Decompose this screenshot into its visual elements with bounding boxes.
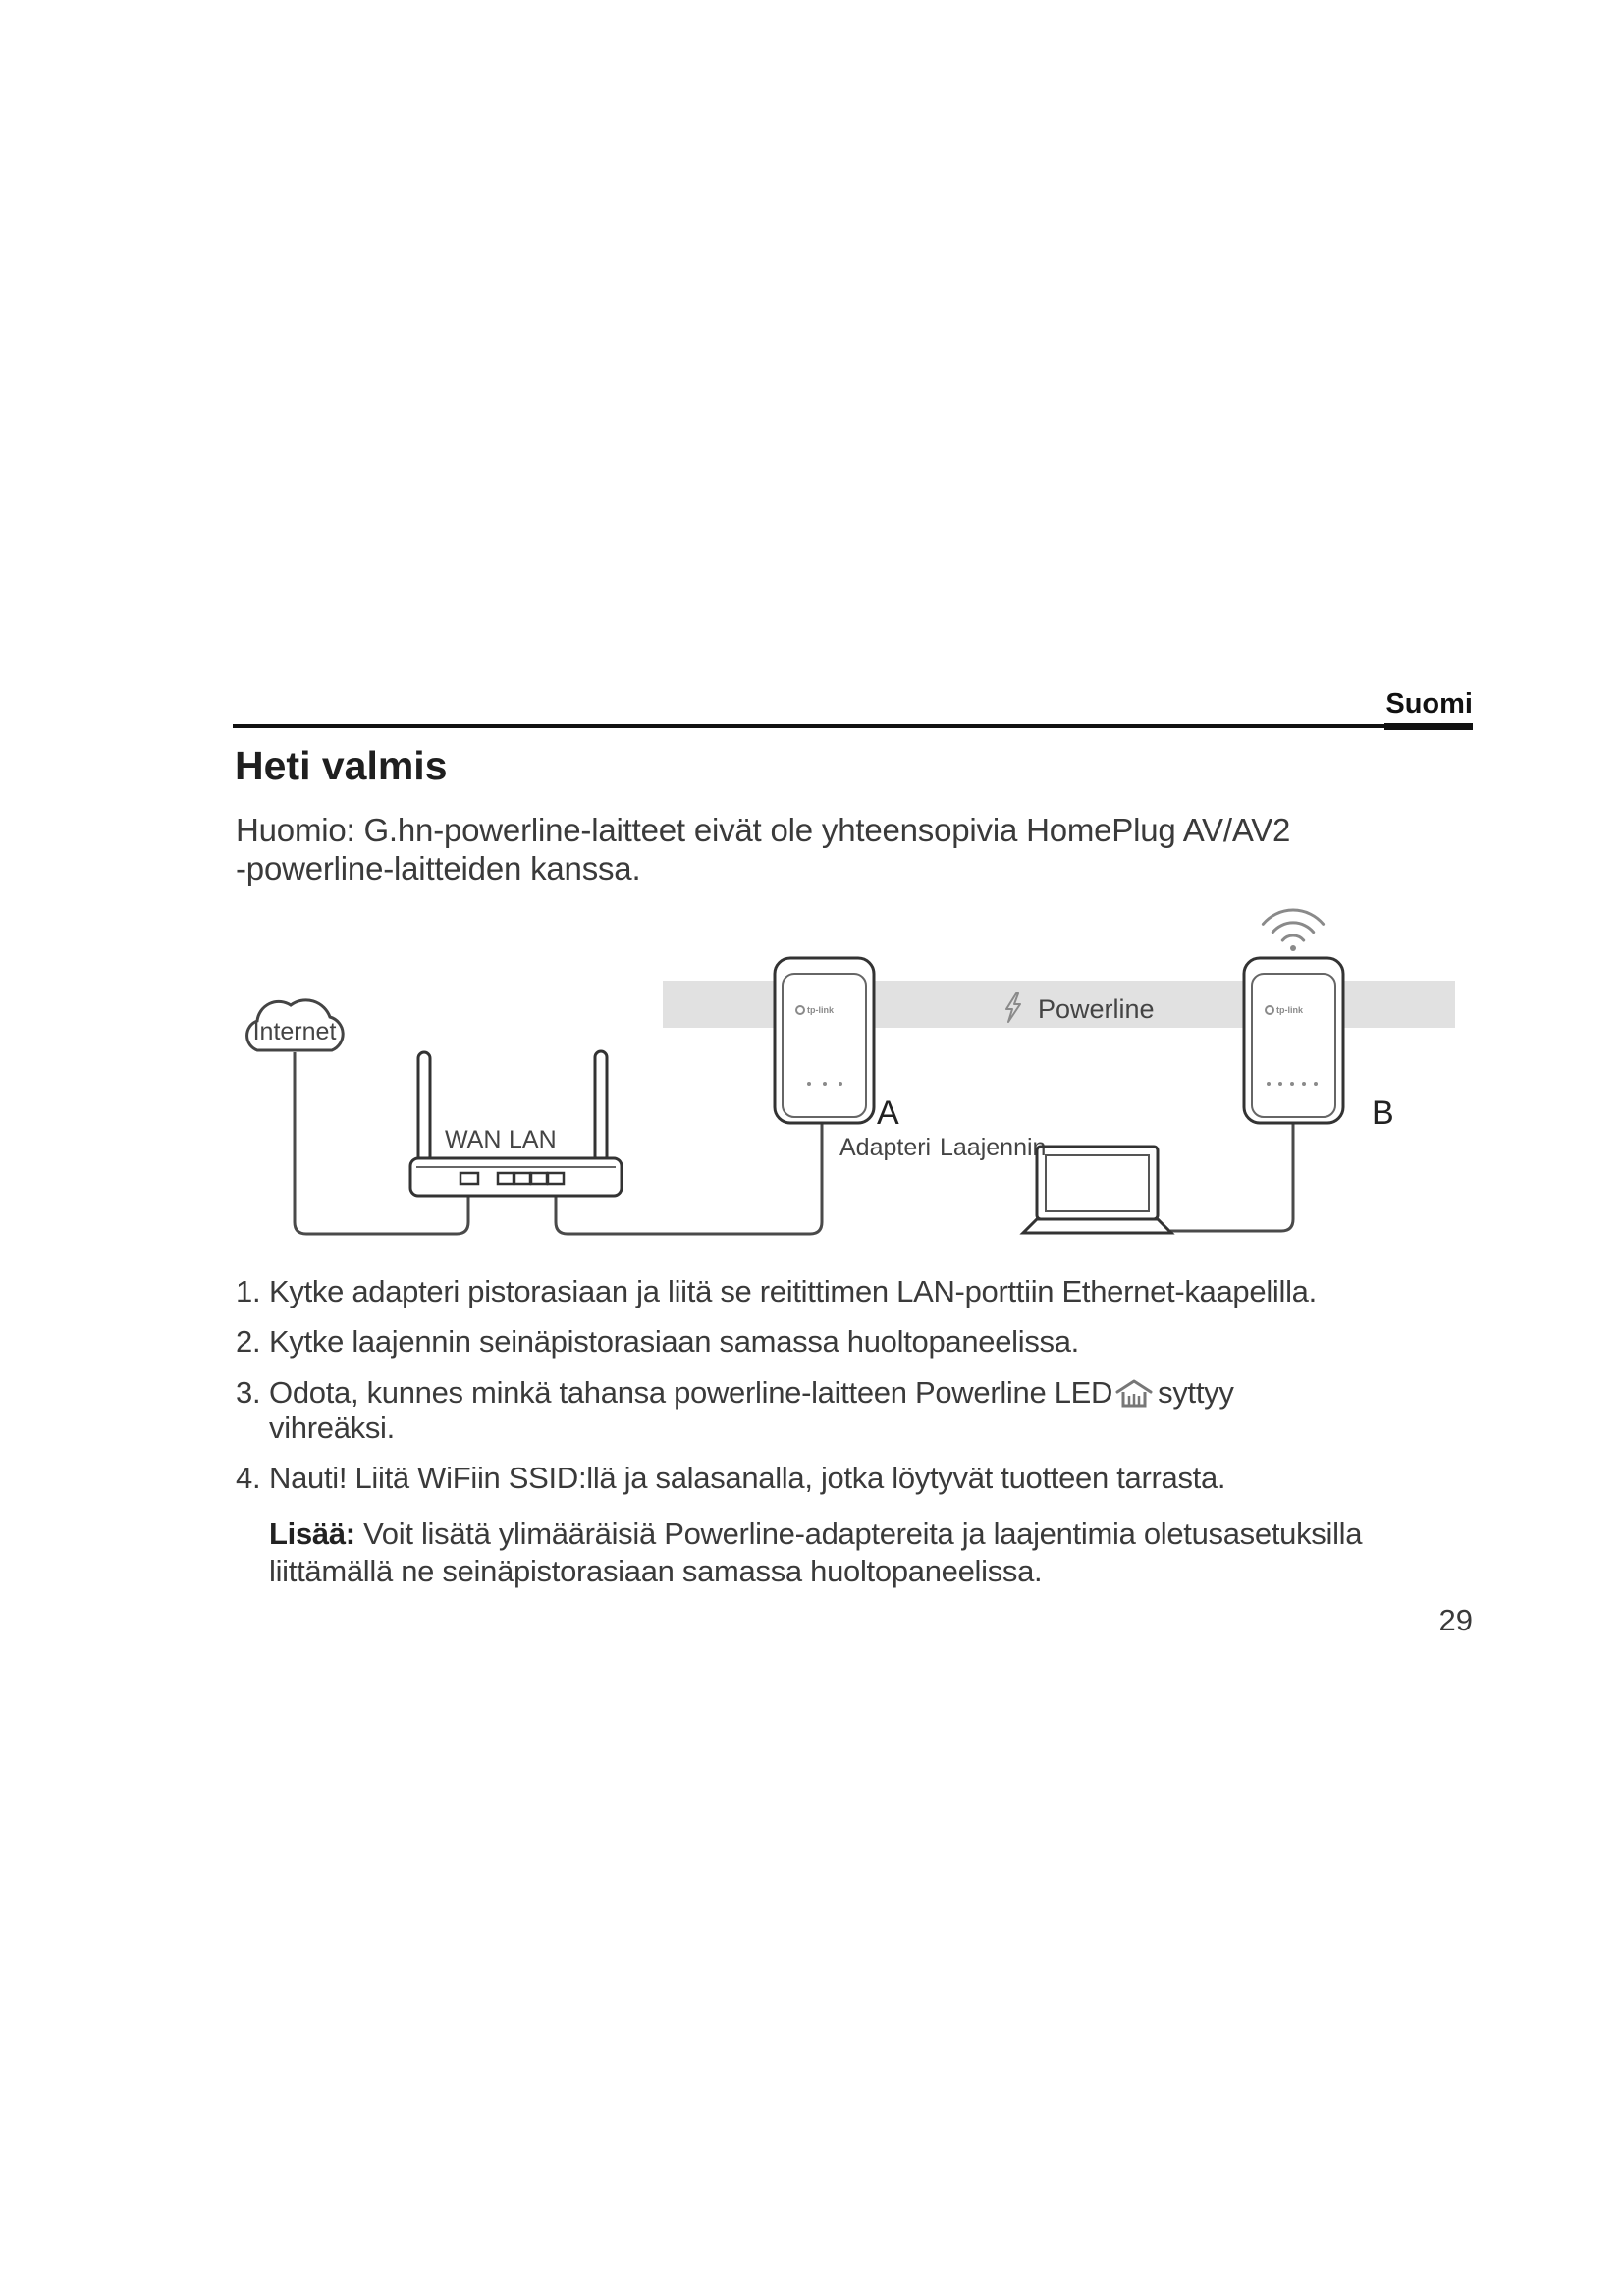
router-icon [410, 1051, 622, 1196]
lan-label: LAN [509, 1126, 557, 1153]
laptop-screen [1046, 1155, 1149, 1211]
wifi-dot [1290, 945, 1296, 951]
step-3 [236, 1374, 1234, 1412]
led-dot [807, 1082, 811, 1086]
step-2 [236, 1323, 1079, 1361]
language-underline [1384, 723, 1473, 730]
adapter-a-panel [783, 974, 866, 1117]
step-text: syttyy [1158, 1375, 1234, 1410]
step-number: 4. [236, 1461, 261, 1495]
wifi-arc-inner [1282, 935, 1303, 940]
step-4 [236, 1460, 1225, 1497]
step-3-continued: vihreäksi. [269, 1411, 395, 1445]
led-dot [823, 1082, 827, 1086]
lan-port [531, 1173, 547, 1184]
wan-label: WAN [445, 1126, 502, 1153]
header-rule [233, 724, 1473, 728]
lan-port [514, 1173, 530, 1184]
step-text: Kytke laajennin seinäpistorasiaan samassa huoltopaneelissa. [269, 1324, 1079, 1359]
laptop-icon [1023, 1147, 1171, 1233]
brand-logo-text: tp-link [807, 1005, 834, 1015]
step-number: 3. [236, 1375, 261, 1410]
tip-line-1 [269, 1516, 1362, 1553]
note-line-2: -powerline-laitteiden kanssa. [236, 850, 641, 886]
powerline-adapter-a [775, 958, 874, 1123]
setup-diagram [0, 883, 1624, 1256]
led-dot [1290, 1082, 1294, 1086]
step-number: 2. [236, 1324, 261, 1359]
step-text: Odota, kunnes minkä tahansa powerline-laitteen Powerline LED [269, 1375, 1113, 1410]
wan-port [460, 1173, 478, 1184]
led-dot [1302, 1082, 1306, 1086]
page-number: 29 [1438, 1603, 1473, 1637]
router-antenna-right [595, 1051, 607, 1162]
laptop-screen-frame [1037, 1147, 1158, 1219]
tip-label: Lisää: [269, 1517, 355, 1551]
router-antenna-left [418, 1052, 430, 1162]
powerline-led-house-icon [1114, 1378, 1154, 1408]
page-title: Heti valmis [235, 743, 448, 788]
wifi-signal-icon [1263, 910, 1323, 951]
brand-logo-text: tp-link [1276, 1005, 1303, 1015]
step-text: Nauti! Liitä WiFiin SSID:llä ja salasanalla, jotka löytyvät tuotteen tarrasta. [269, 1461, 1226, 1495]
led-dot [839, 1082, 842, 1086]
tip-text: Voit lisätä ylimääräisiä Powerline-adaptereita ja laajentimia oletusasetuksilla [363, 1517, 1363, 1551]
step-number: 1. [236, 1274, 261, 1308]
ethernet-cable-extender-to-laptop [1170, 1122, 1293, 1231]
lan-port [548, 1173, 564, 1184]
extender-b-letter: B [1372, 1095, 1394, 1132]
tip-line-2: liittämällä ne seinäpistorasiaan samassa huoltopaneelissa. [269, 1554, 1043, 1588]
wifi-arc-middle [1272, 923, 1313, 933]
led-dot [1314, 1082, 1318, 1086]
lan-port [498, 1173, 514, 1184]
powerline-label: Powerline [1038, 994, 1155, 1024]
note-line-1: Huomio: G.hn-powerline-laitteet eivät ole yhteensopivia HomePlug AV/AV2 [236, 812, 1291, 848]
adapter-a-letter: A [877, 1095, 899, 1132]
laptop-base [1023, 1219, 1171, 1233]
internet-label: Internet [252, 1018, 337, 1045]
step-1 [236, 1273, 1317, 1310]
extender-b-panel [1252, 974, 1335, 1117]
extender-label: Laajennin [940, 1134, 1047, 1161]
step-text: Kytke adapteri pistorasiaan ja liitä se reitittimen LAN-porttiin Ethernet-kaapelilla. [269, 1274, 1317, 1308]
language-label: Suomi [1385, 688, 1473, 720]
internet-cable [295, 1052, 468, 1234]
led-dot [1267, 1082, 1271, 1086]
led-dot [1278, 1082, 1282, 1086]
adapter-label: Adapteri [839, 1134, 932, 1161]
powerline-extender-b [1244, 958, 1343, 1123]
